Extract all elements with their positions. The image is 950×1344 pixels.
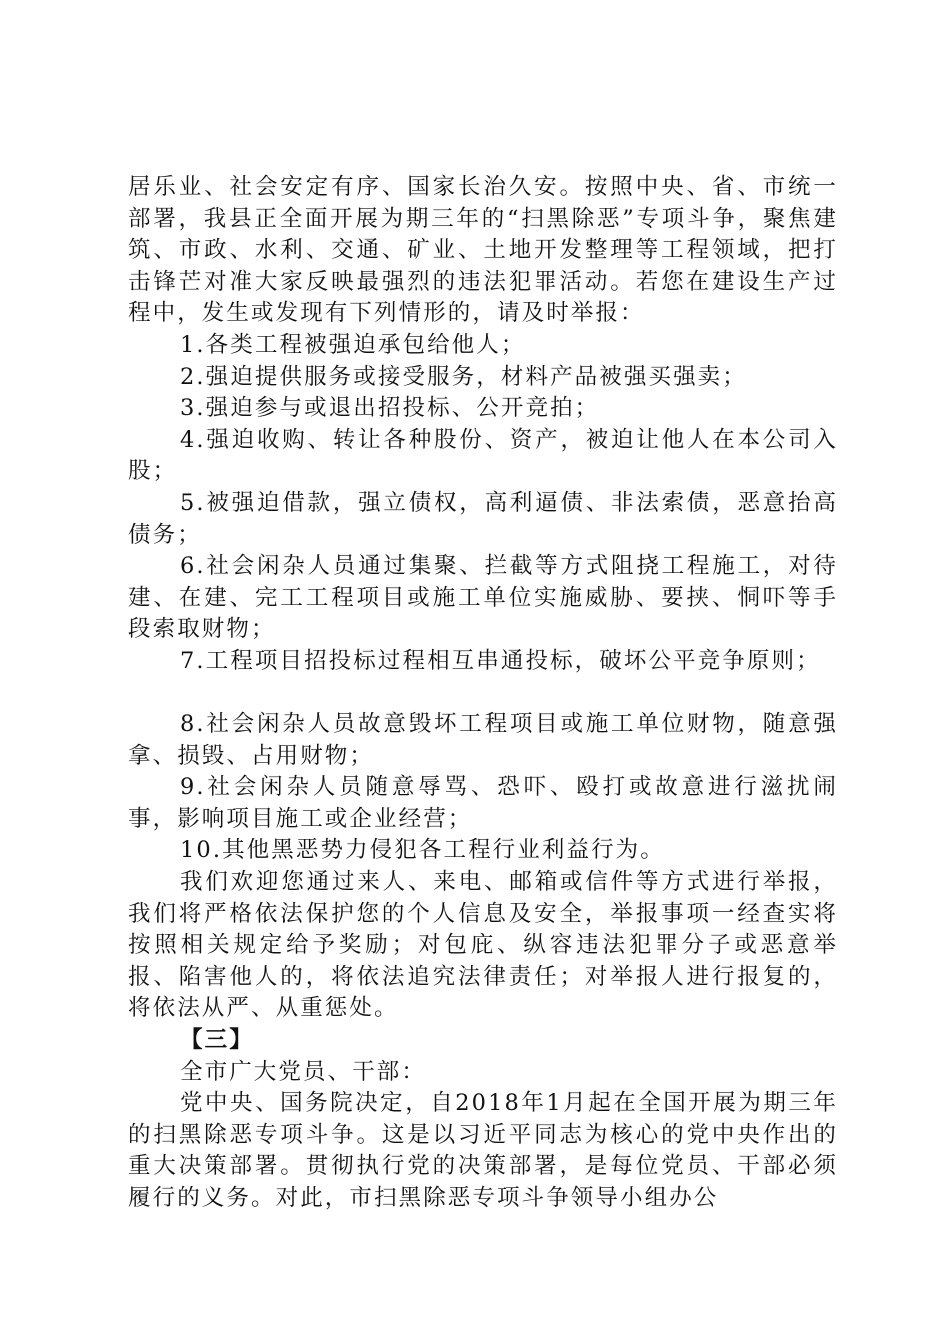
section-heading-3: 【三】 <box>180 1027 254 1054</box>
paragraph-report: 我们欢迎您通过来人、来电、邮箱或信件等方式进行举报，我们将严格依法保护您的个人信息及安全，举报事项一经查实将按照相关规定给予奖励；对包庇、纵容违法犯罪分子或恶意举报、陷害他人的，将依法追究法律责任；对举报人进行报复的，将依法从严、从重惩处。 <box>128 869 838 1022</box>
list-item-8: 8.社会闲杂人员故意毁坏工程项目或施工单位财物，随意强拿、损毁、占用财物； <box>128 711 838 769</box>
list-item-9: 9.社会闲杂人员随意辱骂、恐吓、殴打或故意进行滋扰闹事，影响项目施工或企业经营； <box>128 774 838 832</box>
salutation: 全市广大党员、干部： <box>180 1058 427 1085</box>
list-item-2: 2.强迫提供服务或接受服务，材料产品被强买强卖； <box>180 363 747 390</box>
blank-line <box>128 678 838 710</box>
list-item-1: 1.各类工程被强迫承包给他人； <box>180 331 526 358</box>
document-body <box>128 172 838 1215</box>
paragraph-intro: 居乐业、社会安定有序、国家长治久安。按照中央、省、市统一部署，我县正全面开展为期三年的“扫黑除恶”专项斗争，聚焦建筑、市政、水利、交通、矿业、土地开发整理等工程领域，把打击锋芒对准大家反映最强烈的违法犯罪活动。若您在建设生产过程中，发生或发现有下列情形的，请及时举报： <box>128 174 838 327</box>
list-item-4: 4.强迫收购、转让各种股份、资产，被迫让他人在本公司入股； <box>128 426 838 485</box>
list-item-3: 3.强迫参与或退出招投标、公开竞拍； <box>180 395 600 422</box>
paragraph-decision: 党中央、国务院决定，自2018年1月起在全国开展为期三年的扫黑除恶专项斗争。这是以习近平同志为核心的党中央作出的重大决策部署。贯彻执行党的决策部署，是每位党员、干部必须履行的义务。对此，市扫黑除恶专项斗争领导小组办公 <box>128 1090 838 1211</box>
list-item-5: 5.被强迫借款，强立债权，高利逼债、非法索债，恶意抬高债务； <box>128 489 838 548</box>
list-item-6: 6.社会闲杂人员通过集聚、拦截等方式阻挠工程施工，对待建、在建、完工工程项目或施工单位实施威胁、要挟、恫吓等手段索取财物； <box>128 553 838 643</box>
list-item-10: 10.其他黑恶势力侵犯各工程行业利益行为。 <box>180 837 665 864</box>
list-item-7: 7.工程项目招投标过程相互串通投标，破坏公平竞争原则； <box>180 647 821 674</box>
